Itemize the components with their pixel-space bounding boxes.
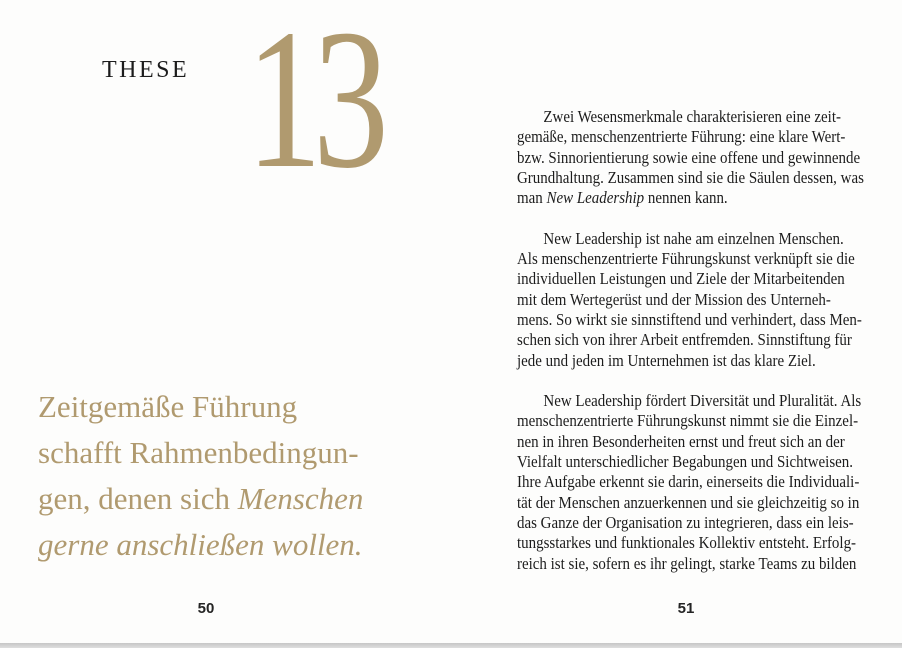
text-line xyxy=(517,391,887,411)
text-segment: gen, denen sich xyxy=(38,481,238,516)
text-segment: nennen kann. xyxy=(644,188,728,208)
text-segment: bzw. Sinnorientierung sowie eine offene und gewinnende xyxy=(517,147,861,167)
text-line xyxy=(517,310,887,330)
text-line xyxy=(517,229,887,249)
body-paragraph xyxy=(517,107,887,208)
text-segment: nen in ihren Besonderheiten ernst und freut sich an der xyxy=(517,431,845,451)
text-line xyxy=(517,513,887,533)
italic-text-segment: gerne anschließen wollen. xyxy=(38,527,363,562)
text-segment: menschenzentrierte Führungskunst nimmt sie die Einzel- xyxy=(517,411,859,431)
body-paragraph xyxy=(517,391,887,574)
page-number-left: 50 xyxy=(197,600,215,617)
text-line xyxy=(517,452,887,472)
text-segment: man xyxy=(517,188,547,208)
text-segment: tät der Menschen anzuerkennen und sie gleichzeitig so in xyxy=(517,492,860,512)
thesis-number: 13 xyxy=(246,0,380,210)
text-segment: Ihre Aufgabe erkennt sie darin, einerseits die Individuali- xyxy=(517,472,860,492)
text-segment: mens. So wirkt sie sinnstiftend und verhindert, dass Men- xyxy=(517,309,862,329)
text-line xyxy=(517,188,887,208)
body-paragraph xyxy=(517,229,887,371)
text-line xyxy=(517,533,887,553)
text-line xyxy=(517,472,887,492)
text-segment: das Ganze der Organisation zu integrieren, dass ein leis- xyxy=(517,512,854,532)
text-segment: schafft Rahmenbedingun- xyxy=(38,435,359,470)
text-line xyxy=(517,148,887,168)
text-segment: Zeitgemäße Führung xyxy=(38,389,298,424)
quote-line xyxy=(38,476,363,522)
thesis-quote xyxy=(38,384,363,568)
text-segment: Vielfalt unterschiedlicher Begabungen und Sichtweisen. xyxy=(517,452,854,472)
text-segment: mit dem Wertegerüst und der Mission des Unterneh- xyxy=(517,289,831,309)
text-segment: Als menschenzentrierte Führungskunst verknüpft sie die xyxy=(517,249,855,269)
page-edge-shadow xyxy=(0,643,902,648)
quote-line xyxy=(38,430,363,476)
text-line xyxy=(517,554,887,574)
text-segment: Zwei Wesensmerkmale charakterisieren eine zeit- xyxy=(543,107,841,126)
text-segment: tungsstarkes und funktionales Kollektiv entsteht. Erfolg- xyxy=(517,533,857,553)
text-line xyxy=(517,411,887,431)
text-line xyxy=(517,330,887,350)
text-line xyxy=(517,168,887,188)
text-line xyxy=(517,290,887,310)
text-segment: reich ist sie, sofern es ihr gelingt, starke Teams zu bilden xyxy=(517,553,857,573)
text-line xyxy=(517,269,887,289)
italic-text-segment: New Leadership xyxy=(546,188,645,208)
quote-line xyxy=(38,384,363,430)
thesis-kicker: THESE xyxy=(102,57,190,83)
text-line xyxy=(517,432,887,452)
quote-line xyxy=(38,522,363,568)
text-segment: New Leadership ist nahe am einzelnen Menschen. xyxy=(543,228,844,248)
text-segment: individuellen Leistungen und Ziele der Mitarbeitenden xyxy=(517,269,845,289)
text-segment: gemäße, menschenzentrierte Führung: eine klare Wert- xyxy=(517,127,846,147)
text-line xyxy=(517,249,887,269)
text-line xyxy=(517,493,887,513)
right-book-page xyxy=(451,0,902,648)
text-segment: New Leadership fördert Diversität und Pluralität. Als xyxy=(543,391,862,411)
text-segment: schen sich von ihrer Arbeit entfremden. Sinnstiftung für xyxy=(517,330,852,350)
italic-text-segment: Menschen xyxy=(237,481,364,516)
text-line xyxy=(517,127,887,147)
body-text-column xyxy=(517,107,887,594)
page-number-right: 51 xyxy=(677,600,695,617)
text-line xyxy=(517,107,887,127)
text-segment: jede und jeden im Unternehmen ist das klare Ziel. xyxy=(517,350,816,370)
text-segment: Grundhaltung. Zusammen sind sie die Säulen dessen, was xyxy=(517,167,864,187)
text-line xyxy=(517,351,887,371)
